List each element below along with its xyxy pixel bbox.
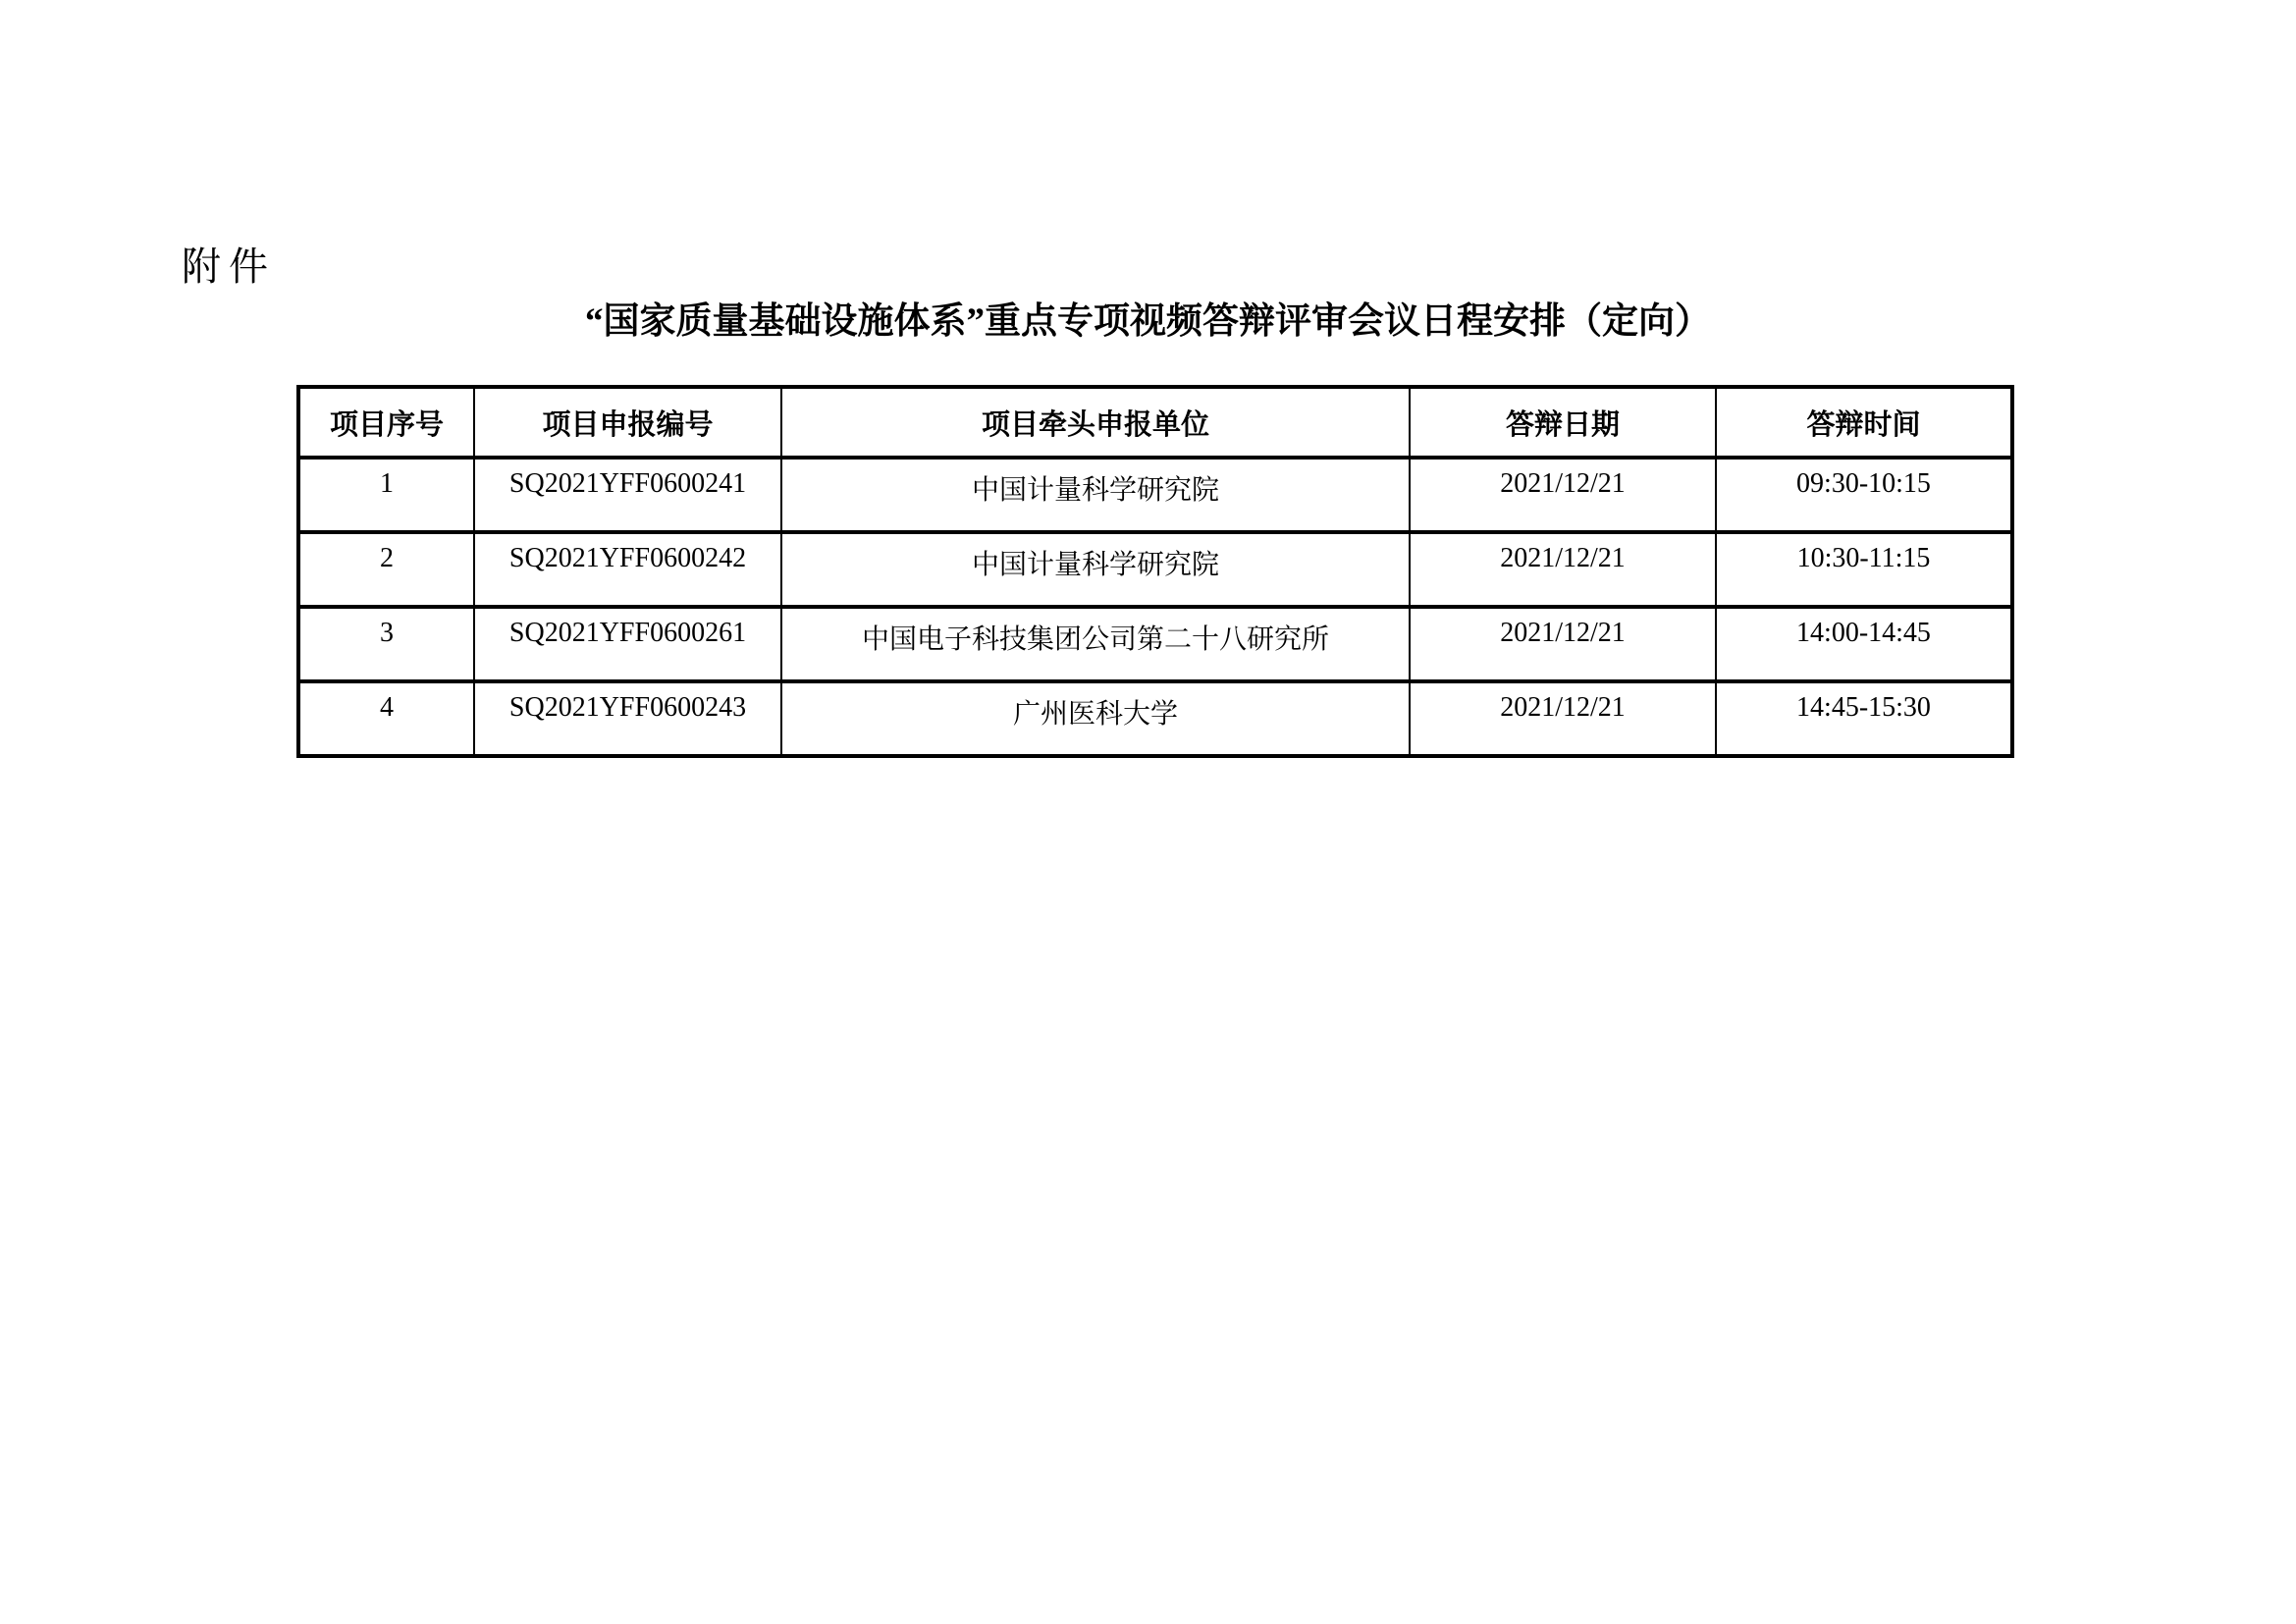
cell-project-index: 4	[298, 681, 474, 756]
table-row	[298, 458, 2012, 532]
cell-application-number: SQ2021YFF0600261	[474, 607, 781, 681]
cell-application-number: SQ2021YFF0600241	[474, 458, 781, 532]
cell-lead-organization: 广州医科大学	[781, 681, 1410, 756]
header-row	[298, 387, 2012, 458]
cell-defense-time: 10:30-11:15	[1716, 532, 2012, 607]
header-cell-defense-time: 答辩时间	[1716, 387, 2012, 458]
header-cell-lead-organization: 项目牵头申报单位	[781, 387, 1410, 458]
cell-lead-organization: 中国计量科学研究院	[781, 458, 1410, 532]
cell-lead-organization: 中国电子科技集团公司第二十八研究所	[781, 607, 1410, 681]
cell-project-index: 2	[298, 532, 474, 607]
document-title: “国家质量基础设施体系”重点专项视频答辩评审会议日程安排（定向）	[585, 301, 1711, 342]
header-cell-defense-date: 答辩日期	[1410, 387, 1716, 458]
cell-defense-date: 2021/12/21	[1410, 607, 1716, 681]
attachment-label: 附件	[182, 244, 276, 289]
cell-defense-time: 14:45-15:30	[1716, 681, 2012, 756]
header-cell-project-index: 项目序号	[298, 387, 474, 458]
cell-lead-organization: 中国计量科学研究院	[781, 532, 1410, 607]
table-row	[298, 532, 2012, 607]
table-row	[298, 607, 2012, 681]
cell-defense-date: 2021/12/21	[1410, 681, 1716, 756]
cell-defense-time: 14:00-14:45	[1716, 607, 2012, 681]
cell-application-number: SQ2021YFF0600243	[474, 681, 781, 756]
cell-defense-date: 2021/12/21	[1410, 532, 1716, 607]
cell-project-index: 3	[298, 607, 474, 681]
cell-project-index: 1	[298, 458, 474, 532]
table-row	[298, 681, 2012, 756]
cell-defense-time: 09:30-10:15	[1716, 458, 2012, 532]
cell-defense-date: 2021/12/21	[1410, 458, 1716, 532]
cell-application-number: SQ2021YFF0600242	[474, 532, 781, 607]
schedule-table	[296, 385, 2014, 758]
header-cell-application-number: 项目申报编号	[474, 387, 781, 458]
